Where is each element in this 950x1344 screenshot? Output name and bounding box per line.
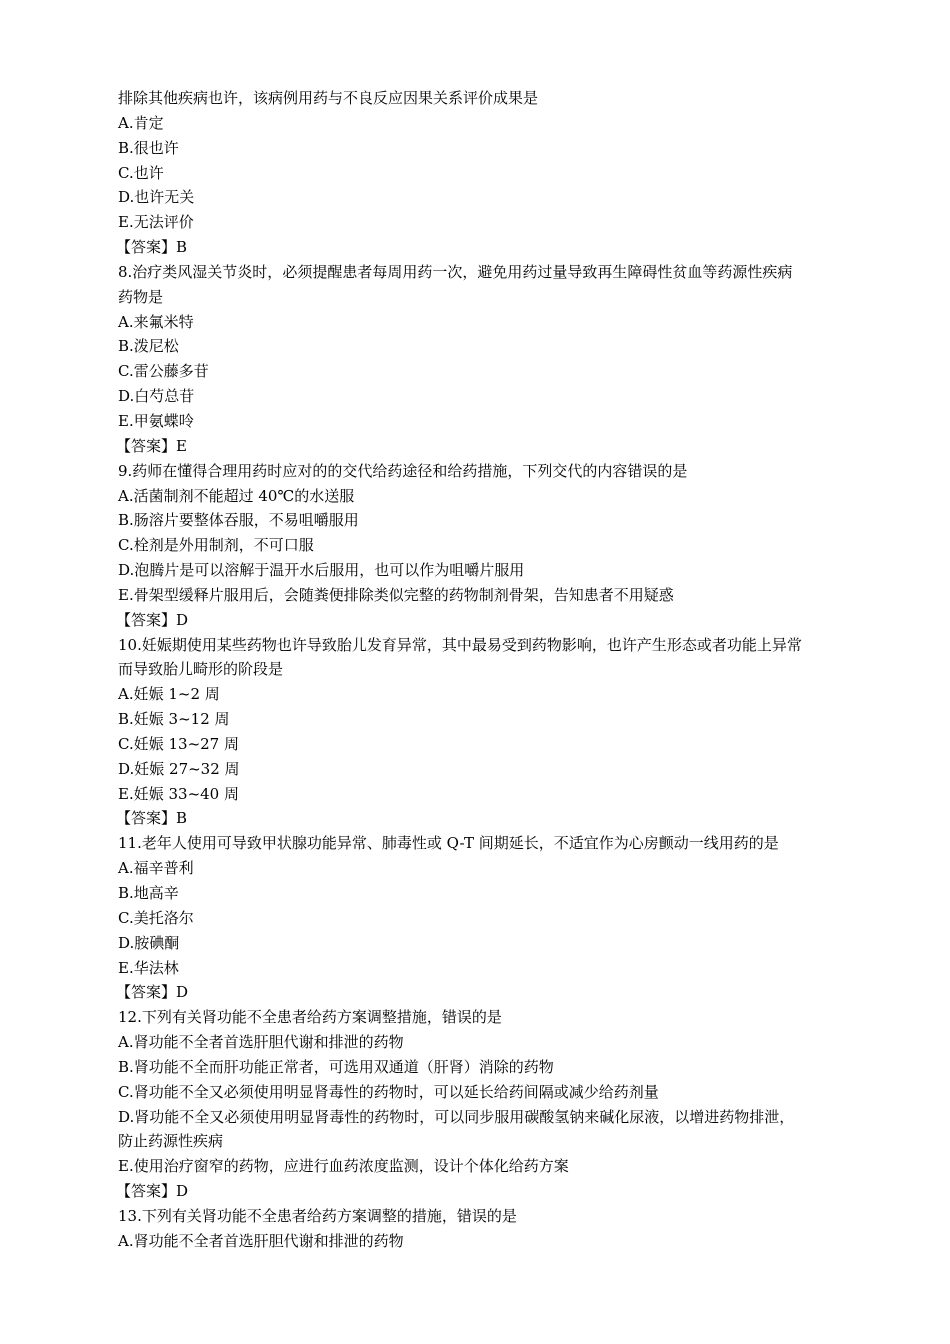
option-line: A.来氟米特 [118,312,194,331]
option-line: B.肾功能不全而肝功能正常者，可选用双通道（肝肾）消除的药物 [118,1057,554,1076]
question-stem-line: 13.下列有关肾功能不全患者给药方案调整的措施，错误的是 [118,1206,517,1225]
answer-line: 【答案】D [116,1182,189,1201]
option-line: E.甲氨蝶呤 [118,411,194,430]
option-line: B.肠溶片要整体吞服，不易咀嚼服用 [118,511,359,530]
question-stem-line: 11.老年人使用可导致甲状腺功能异常、肺毒性或 Q-T 间期延长，不适宜作为心房颤动一线用药的是 [118,834,779,853]
question-stem-line: 排除其他疾病也许，该病例用药与不良反应因果关系评价成果是 [118,89,539,107]
answer-line: 【答案】D [116,610,189,629]
option-line: E.使用治疗窗窄的药物，应进行血药浓度监测，设计个体化给药方案 [118,1157,569,1176]
question-stem-line: 9.药师在懂得合理用药时应对的的交代给药途径和给药措施，下列交代的内容错误的是 [118,461,688,480]
option-line: E.妊娠 33~40 周 [118,784,239,803]
option-line: C.也许 [118,163,164,182]
option-line: D.胺碘酮 [118,933,180,952]
answer-line: 【答案】B [116,809,188,828]
option-line: 防止药源性疾病 [118,1132,224,1151]
option-line: C.妊娠 13~27 周 [118,734,239,753]
option-line: E.无法评价 [118,213,194,232]
option-line: D.泡腾片是可以溶解于温开水后服用，也可以作为咀嚼片服用 [118,561,525,580]
option-line: B.泼尼松 [118,337,179,356]
option-line: A.妊娠 1~2 周 [118,685,220,704]
question-text-body [118,86,883,1254]
option-line: C.栓剂是外用制剂，不可口服 [118,536,314,555]
option-line: D.肾功能不全又必须使用明显肾毒性的药物时，可以同步服用碳酸氢钠来碱化尿液，以增进药物排泄， [118,1107,795,1126]
option-line: B.妊娠 3~12 周 [118,710,230,729]
question-stem-line: 药物是 [118,287,164,306]
option-line: D.也许无关 [118,188,195,207]
option-line: D.妊娠 27~32 周 [118,759,240,778]
option-line: C.雷公藤多苷 [118,362,209,381]
option-line: B.地高辛 [118,884,179,902]
option-line: A.肾功能不全者首选肝胆代谢和排泄的药物 [118,1033,404,1052]
option-line: E.华法林 [118,958,179,977]
option-line: C.肾功能不全又必须使用明显肾毒性的药物时，可以延长给药间隔或减少给药剂量 [118,1082,659,1101]
answer-line: 【答案】D [116,983,189,1002]
answer-line: 【答案】E [116,436,187,455]
question-stem-line: 10.妊娠期使用某些药物也许导致胎儿发育异常，其中最易受到药物影响，也许产生形态或者功能上异常 [118,635,802,654]
question-stem-line: 12.下列有关肾功能不全患者给药方案调整措施，错误的是 [118,1008,502,1027]
option-line: A.福辛普利 [118,859,194,878]
option-line: E.骨架型缓释片服用后，会随粪便排除类似完整的药物制剂骨架，告知患者不用疑惑 [118,585,674,604]
option-line: A.活菌制剂不能超过 40℃的水送服 [118,486,355,505]
option-line: B.很也许 [118,138,179,157]
question-stem-line: 8.治疗类风湿关节炎时，必须提醒患者每周用药一次，避免用药过量导致再生障碍性贫血等药源性疾病 [118,262,793,281]
option-line: A.肯定 [118,113,164,132]
option-line: D.白芍总苷 [118,387,195,406]
option-line: C.美托洛尔 [118,908,194,927]
question-stem-line: 而导致胎儿畸形的阶段是 [118,660,284,679]
answer-line: 【答案】B [116,238,188,257]
option-line: A.肾功能不全者首选肝胆代谢和排泄的药物 [118,1231,404,1250]
